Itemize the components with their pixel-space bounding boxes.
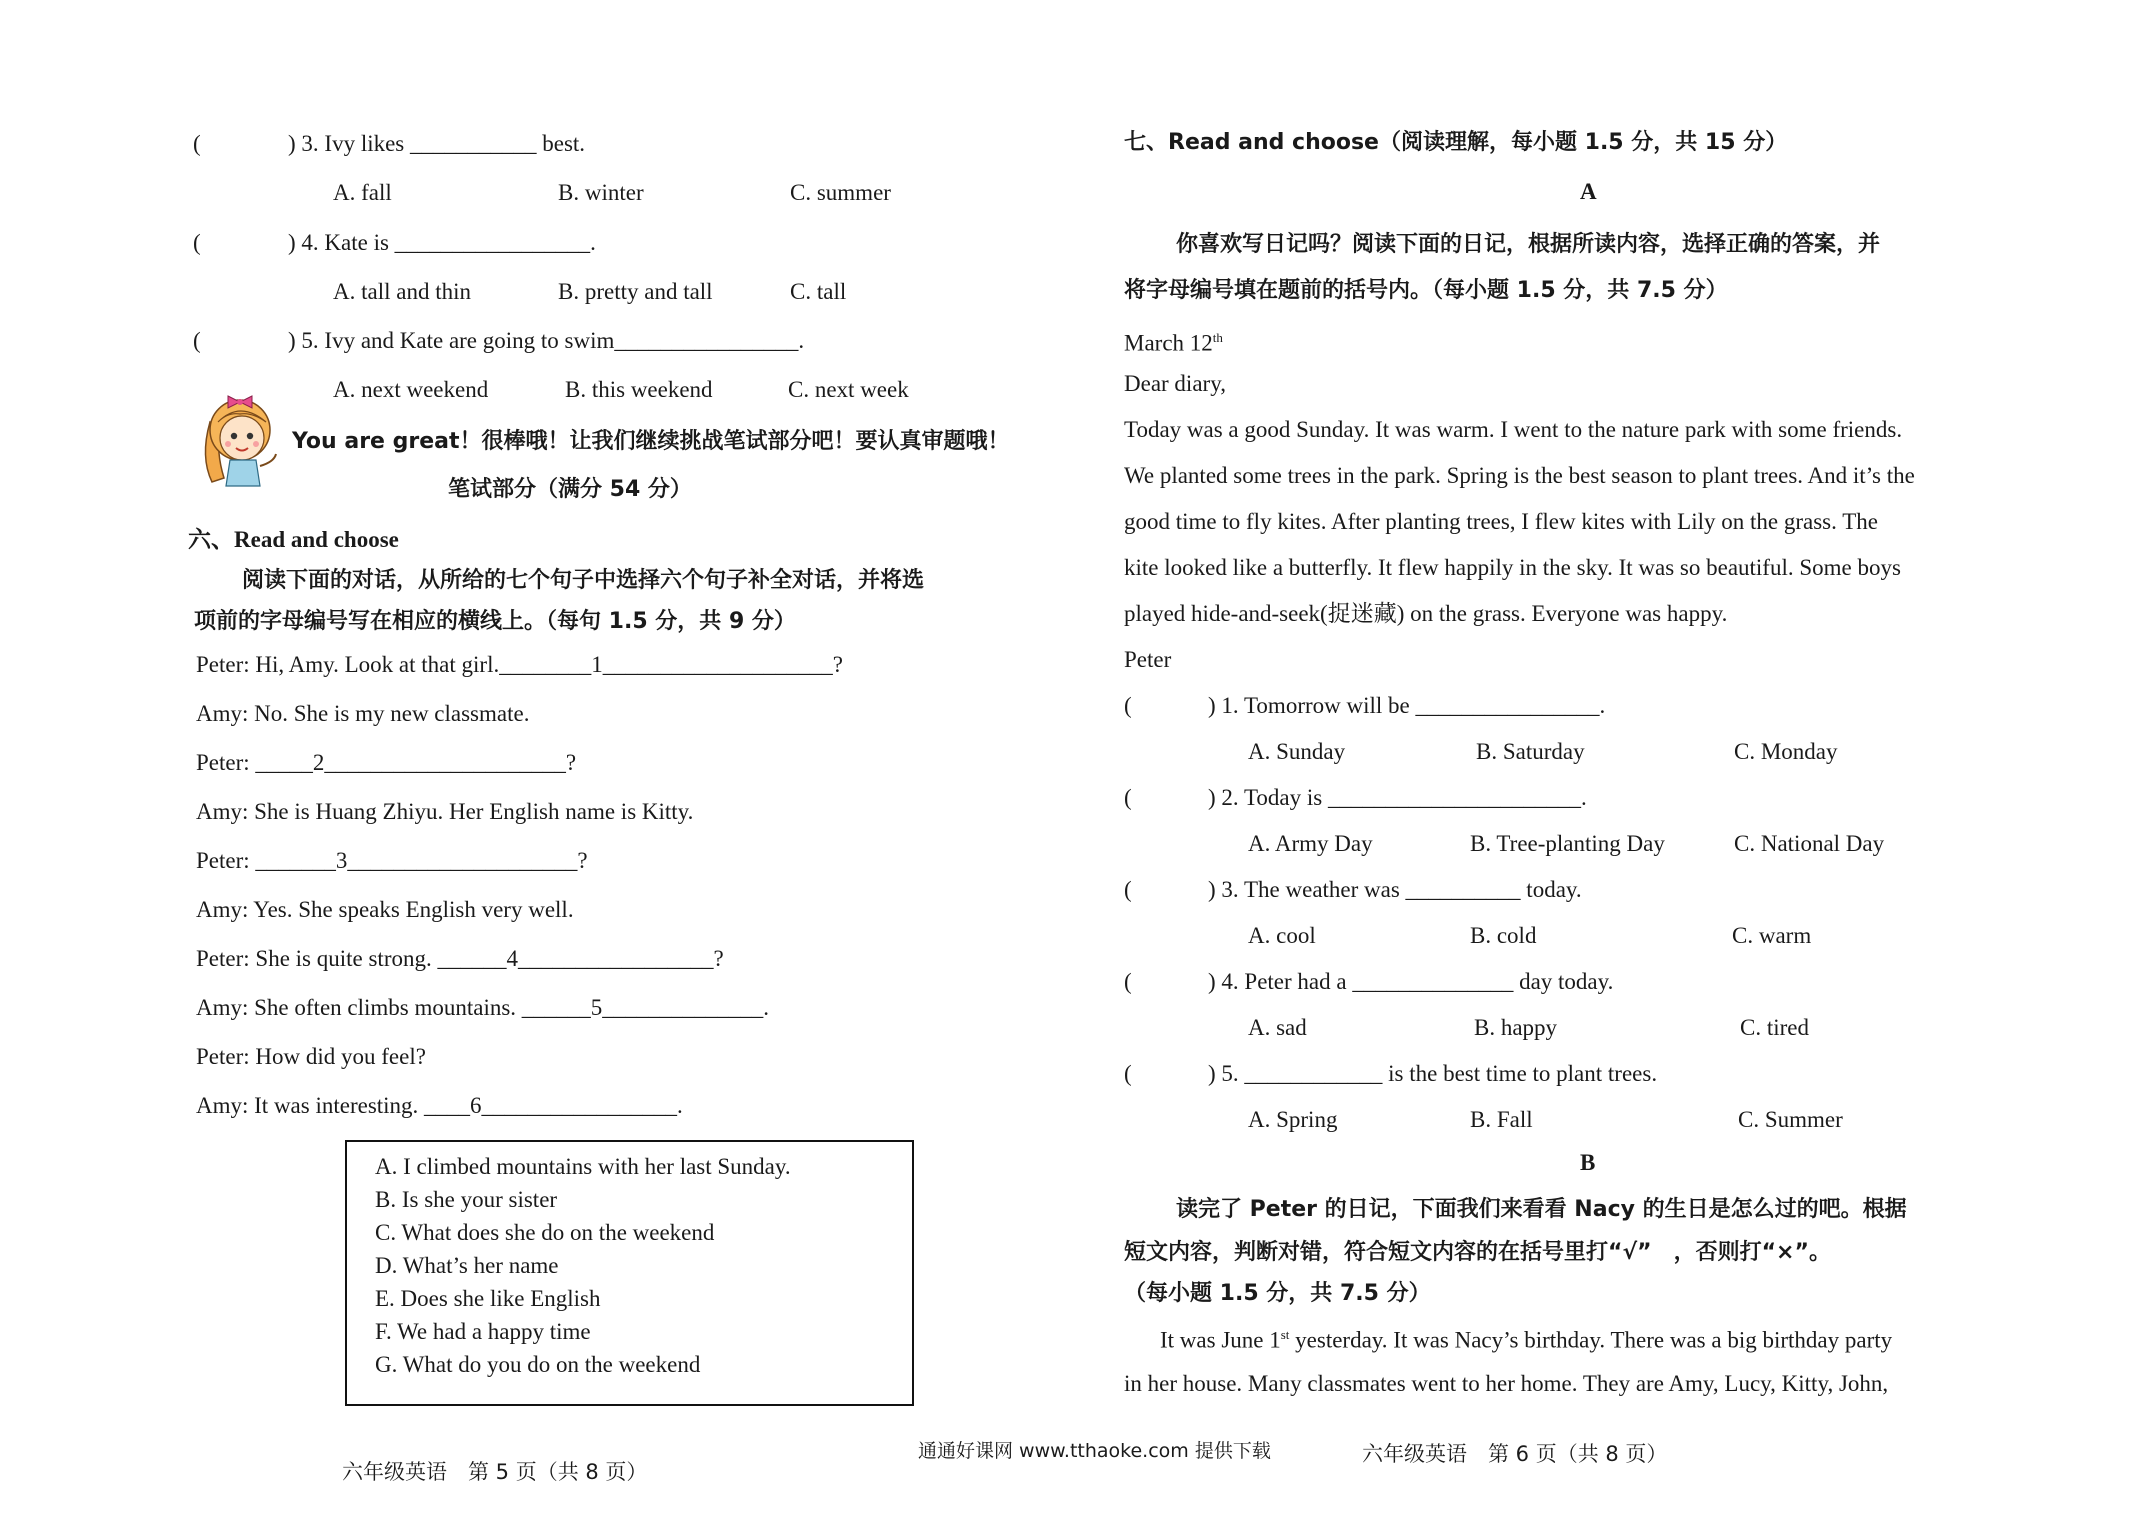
story-line-1-suffix: st [1280, 1327, 1290, 1342]
part-a-instruction-2: 将字母编号填在题前的括号内。（每小题 1.5 分，共 7.5 分） [1124, 278, 1728, 303]
dialogue-line-1: Peter: Hi, Amy. Look at that girl.________1____________________? [196, 652, 843, 677]
reading-q3-stem: ) 3. The weather was __________ today. [1208, 877, 1582, 902]
story-line-2: in her house. Many classmates went to her home. They are Amy, Lucy, Kitty, John, [1124, 1371, 1889, 1396]
q3-option-a: A. fall [333, 180, 392, 205]
choice-f: F. We had a happy time [375, 1319, 591, 1344]
reading-q2-stem: ) 2. Today is ______________________. [1208, 785, 1587, 810]
reading-q2-option-c: C. National Day [1734, 831, 1885, 856]
story-line-1 [1160, 1320, 1892, 1356]
reading-q2-paren: ( [1124, 785, 1132, 810]
dialogue-line-6: Amy: Yes. She speaks English very well. [196, 897, 574, 922]
reading-q5-option-c: C. Summer [1738, 1107, 1843, 1132]
diary-line-5: played hide-and-seek(捉迷藏) on the grass. Everyone was happy. [1124, 601, 1728, 626]
q4-option-c: C. tall [790, 279, 847, 304]
q5-option-a: A. next weekend [333, 377, 489, 402]
reading-q4-option-c: C. tired [1740, 1015, 1809, 1040]
right-page [1100, 0, 2150, 1518]
section6-instruction-2: 项前的字母编号写在相应的横线上。（每句 1.5 分，共 9 分） [194, 609, 796, 634]
choice-c: C. What does she do on the weekend [375, 1220, 715, 1245]
left-page-footer: 六年级英语 第 5 页（共 8 页） [342, 1460, 648, 1484]
reading-q5-stem: ) 5. ____________ is the best time to plant trees. [1208, 1061, 1658, 1086]
q5-stem: ) 5. Ivy and Kate are going to swim________________. [288, 328, 805, 353]
section6-instruction-1: 阅读下面的对话，从所给的七个句子中选择六个句子补全对话，并将选 [242, 568, 925, 593]
story-line-1-end: yesterday. It was Nacy’s birthday. There was a big birthday party [1289, 1327, 1893, 1353]
reading-q4-paren: ( [1124, 969, 1132, 994]
part-b-instruction-3: （每小题 1.5 分，共 7.5 分） [1124, 1281, 1431, 1306]
dialogue-line-8: Amy: She often climbs mountains. ______5______________. [196, 995, 770, 1020]
reading-q1-option-c: C. Monday [1734, 739, 1838, 764]
diary-greeting: Dear diary, [1124, 371, 1226, 396]
part-b-instruction-2: 短文内容，判断对错，符合短文内容的在括号里打“√” ，否则打“×”。 [1124, 1240, 1831, 1265]
reading-q5-option-b: B. Fall [1470, 1107, 1533, 1132]
encouragement-text: You are great！很棒哦！让我们继续挑战笔试部分吧！要认真审题哦！ [292, 429, 1010, 454]
q5-option-c: C. next week [788, 377, 909, 402]
cartoon-girl-icon [190, 382, 286, 492]
diary-date-suffix: th [1212, 330, 1223, 345]
part-a-instruction-1: 你喜欢写日记吗？阅读下面的日记，根据所读内容，选择正确的答案，并 [1176, 232, 1881, 257]
reading-q1-option-a: A. Sunday [1248, 739, 1346, 764]
reading-q2-option-a: A. Army Day [1248, 831, 1373, 856]
q4-option-b: B. pretty and tall [558, 279, 713, 304]
written-part-title: 笔试部分（满分 54 分） [448, 477, 692, 502]
reading-q4-option-a: A. sad [1248, 1015, 1307, 1040]
reading-q2-option-b: B. Tree-planting Day [1470, 831, 1665, 856]
reading-q4-option-b: B. happy [1474, 1015, 1558, 1040]
reading-q3-option-c: C. warm [1732, 923, 1812, 948]
dialogue-line-4: Amy: She is Huang Zhiyu. Her English name is Kitty. [196, 799, 694, 824]
dialogue-line-7: Peter: She is quite strong. ______4_________________? [196, 946, 724, 971]
dialogue-line-10: Amy: It was interesting. ____6_________________. [196, 1093, 683, 1118]
diary-line-1: Today was a good Sunday. It was warm. I went to the nature park with some friends. [1124, 417, 1903, 442]
part-a-heading: A [1580, 179, 1597, 204]
part-b-instruction-1: 读完了 Peter 的日记，下面我们来看看 Nacy 的生日是怎么过的吧。根据 [1176, 1197, 1907, 1222]
reading-q4-stem: ) 4. Peter had a ______________ day today. [1208, 969, 1614, 994]
choice-d: D. What’s her name [375, 1253, 559, 1278]
story-line-1-start: It was June 1 [1160, 1327, 1281, 1353]
right-page-footer: 六年级英语 第 6 页（共 8 页） [1362, 1442, 1668, 1466]
section7-title: 七、Read and choose（阅读理解，每小题 1.5 分，共 15 分） [1124, 130, 1788, 155]
q3-option-b: B. winter [558, 180, 644, 205]
q3-stem: ) 3. Ivy likes ___________ best. [288, 131, 586, 156]
choice-b: B. Is she your sister [375, 1187, 558, 1212]
choice-g: G. What do you do on the weekend [375, 1352, 701, 1377]
reading-q1-paren: ( [1124, 693, 1132, 718]
dialogue-line-5: Peter: _______3____________________? [196, 848, 588, 873]
diary-line-2: We planted some trees in the park. Spring is the best season to plant trees. And it’s the [1124, 463, 1915, 488]
reading-q1-option-b: B. Saturday [1476, 739, 1585, 764]
choices-box [345, 1140, 914, 1406]
reading-q3-option-b: B. cold [1470, 923, 1537, 948]
q4-stem: ) 4. Kate is _________________. [288, 230, 596, 255]
diary-date-main: March 12 [1124, 330, 1213, 356]
diary-date [1124, 323, 1223, 359]
diary-line-3: good time to fly kites. After planting trees, I flew kites with Lily on the grass. The [1124, 509, 1878, 534]
q4-paren: ( [193, 230, 201, 255]
q5-option-b: B. this weekend [565, 377, 713, 402]
reading-q5-paren: ( [1124, 1061, 1132, 1086]
part-b-heading: B [1580, 1150, 1596, 1175]
choice-e: E. Does she like English [375, 1286, 601, 1311]
q5-paren: ( [193, 328, 201, 353]
dialogue-line-2: Amy: No. She is my new classmate. [196, 701, 530, 726]
reading-q3-option-a: A. cool [1248, 923, 1316, 948]
website-credit: 通通好课网 www.tthaoke.com 提供下载 [918, 1440, 1271, 1462]
dialogue-line-9: Peter: How did you feel? [196, 1044, 426, 1069]
reading-q5-option-a: A. Spring [1248, 1107, 1338, 1132]
q4-option-a: A. tall and thin [333, 279, 471, 304]
diary-signature: Peter [1124, 647, 1172, 672]
section6-title: 六、Read and choose [188, 527, 399, 552]
q3-option-c: C. summer [790, 180, 891, 205]
reading-q3-paren: ( [1124, 877, 1132, 902]
reading-q1-stem: ) 1. Tomorrow will be ________________. [1208, 693, 1606, 718]
diary-line-4: kite looked like a butterfly. It flew happily in the sky. It was so beautiful. Some boys [1124, 555, 1901, 580]
q3-paren: ( [193, 131, 201, 156]
dialogue-line-3: Peter: _____2_____________________? [196, 750, 577, 775]
choice-a: A. I climbed mountains with her last Sunday. [375, 1154, 791, 1179]
